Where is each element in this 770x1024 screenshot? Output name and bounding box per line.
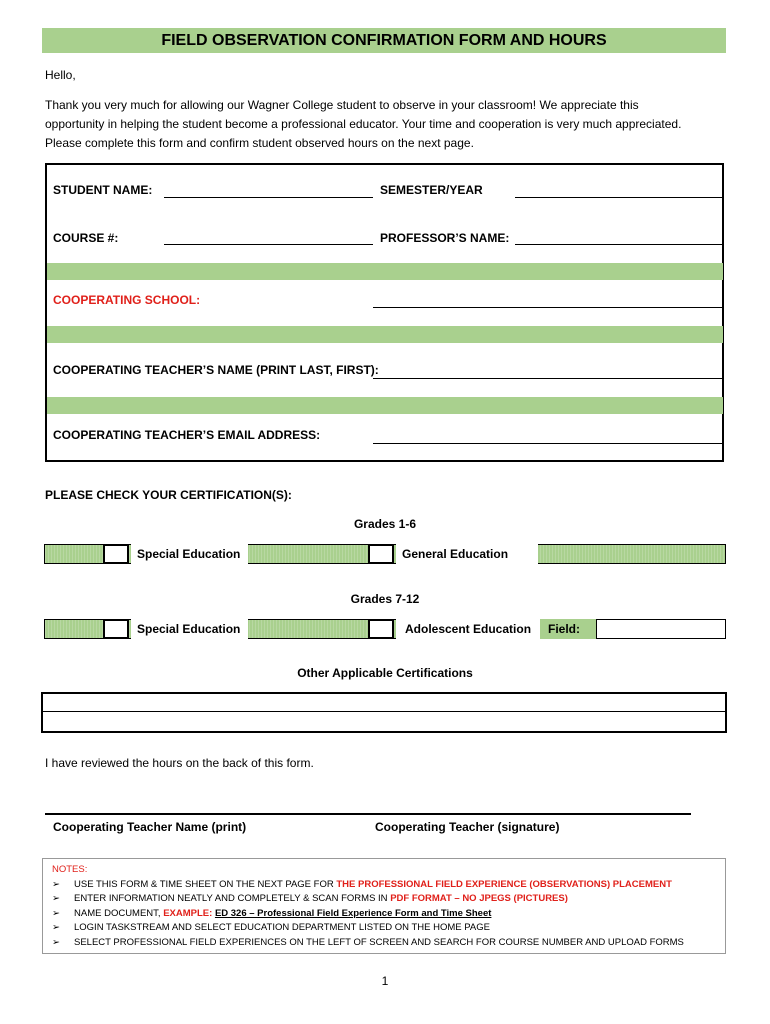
grades-7-12-heading: Grades 7-12 [350,592,420,606]
student-info-box [45,163,724,462]
notes-heading: NOTES: [52,864,88,875]
arrow-bullet-icon: ➢ [52,922,60,934]
general-education-label: General Education [396,544,538,564]
teacher-name-field[interactable] [373,378,723,379]
note-item: ➢ USE THIS FORM & TIME SHEET ON THE NEXT PAGE FOR THE PROFESSIONAL FIELD EXPERIENCE (OBSERVATIONS) PLACEMENT [52,878,725,893]
teacher-name-label: COOPERATING TEACHER’S NAME (PRINT LAST, FIRST): [53,363,379,377]
special-education-1-6-label: Special Education [131,544,248,564]
page-number: 1 [381,974,389,988]
note-item: ➢ NAME DOCUMENT, EXAMPLE: ED 326 – Professional Field Experience Form and Time Sheet [52,907,725,922]
adolescent-education-label: Adolescent Education [396,619,540,639]
green-band [47,397,723,414]
intro-line-3: Please complete this form and confirm student observed hours on the next page. [45,136,474,150]
student-name-label: STUDENT NAME: [53,183,153,197]
teacher-signature-label: Cooperating Teacher (signature) [375,820,560,834]
certification-heading: PLEASE CHECK YOUR CERTIFICATION(S): [45,488,292,502]
signature-line[interactable] [45,813,691,815]
teacher-print-label: Cooperating Teacher Name (print) [53,820,247,834]
field-input[interactable] [596,619,726,639]
note-item: ➢ ENTER INFORMATION NEATLY AND COMPLETELY & SCAN FORMS IN PDF FORMAT – NO JPEGS (PICTURES) [52,892,725,907]
note-item: ➢ SELECT PROFESSIONAL FIELD EXPERIENCES ON THE LEFT OF SCREEN AND SEARCH FOR COURSE NUMBER AND UPLOAD FORMS [52,936,725,951]
intro-line-1: Thank you very much for allowing our Wagner College student to observe in your classroom! We appreciate this [45,98,639,112]
cooperating-school-label: COOPERATING SCHOOL: [53,293,201,307]
professor-label: PROFESSOR’S NAME: [380,231,510,245]
greeting: Hello, [45,68,76,82]
arrow-bullet-icon: ➢ [52,907,60,919]
course-label: COURSE #: [53,231,119,245]
course-field[interactable] [164,244,373,245]
intro-line-2: opportunity in helping the student become a professional educator. Your time and cooperation is very much appreciated. [45,117,682,131]
notes-box [42,858,726,954]
special-education-7-12-checkbox[interactable] [103,619,129,639]
review-statement: I have reviewed the hours on the back of this form. [45,756,314,770]
other-certification-field-1[interactable] [43,694,725,711]
arrow-bullet-icon: ➢ [52,878,60,890]
other-certification-field-2[interactable] [43,712,725,731]
grades-1-6-heading: Grades 1-6 [353,517,417,531]
semester-label: SEMESTER/YEAR [380,183,483,197]
semester-field[interactable] [515,197,723,198]
adolescent-education-checkbox[interactable] [368,619,394,639]
general-education-checkbox[interactable] [368,544,394,564]
teacher-email-label: COOPERATING TEACHER’S EMAIL ADDRESS: [53,428,321,442]
student-name-field[interactable] [164,197,373,198]
professor-field[interactable] [515,244,723,245]
green-band [47,263,723,280]
other-certifications-heading: Other Applicable Certifications [297,666,473,680]
special-education-1-6-checkbox[interactable] [103,544,129,564]
page-title: FIELD OBSERVATION CONFIRMATION FORM AND HOURS [42,28,726,53]
arrow-bullet-icon: ➢ [52,893,60,905]
note-item: ➢ LOGIN TASKSTREAM AND SELECT EDUCATION DEPARTMENT LISTED ON THE HOME PAGE [52,921,725,936]
green-band [47,326,723,343]
cooperating-school-field[interactable] [373,307,723,308]
field-label: Field: [540,619,596,639]
special-education-7-12-label: Special Education [131,619,248,639]
teacher-email-field[interactable] [373,443,723,444]
arrow-bullet-icon: ➢ [52,936,60,948]
